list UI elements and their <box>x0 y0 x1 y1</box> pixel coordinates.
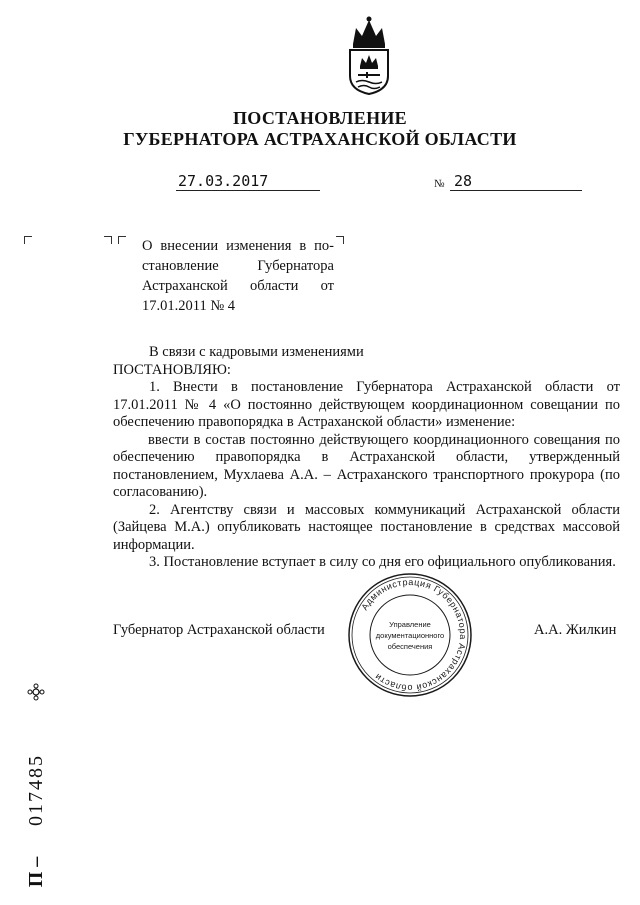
paragraph-1: 1. Внести в постановление Губернатора Астраханской области от 17.01.2011 № 4 «О постоянно действующем координационном совещании по обеспечению правопорядка в Астраханской области» изменение: <box>113 379 620 430</box>
side-serial-code <box>16 680 52 890</box>
issuer-title: ГУБЕРНАТОРА АСТРАХАНСКОЙ ОБЛАСТИ <box>123 129 517 149</box>
document-type-title: ПОСТАНОВЛЕНИЕ <box>233 108 407 128</box>
document-date: 27.03.2017 <box>176 172 320 191</box>
document-number: 28 <box>450 172 582 191</box>
serial-letter: П – <box>25 856 47 888</box>
flower-ornament-icon <box>28 684 44 700</box>
subject-corner-mark-right <box>336 236 344 244</box>
subject-line: становление Губернатора <box>142 258 334 274</box>
document-subject <box>142 236 334 316</box>
signatory-position: Губернатор Астраханской области <box>113 622 325 638</box>
serial-number: 017485 <box>25 754 47 826</box>
preamble: В связи с кадровыми изменениями <box>149 344 364 360</box>
official-stamp <box>346 571 474 699</box>
subject-corner-mark-left-1 <box>104 236 112 244</box>
left-margin-corner-mark <box>24 236 32 244</box>
signatory-name: А.А. Жилкин <box>534 622 617 638</box>
paragraph-1-continuation: ввести в состав постоянно действующего координационного совещания по обеспечению правопорядка в Астраханской области, утвержденный постановлением, Мухлаева А.А. – Астраханского транспортного прокурора (по согласованию). <box>113 431 620 500</box>
stamp-inner-line: обеспечения <box>387 642 433 651</box>
subject-line: Астраханской области от <box>142 278 334 294</box>
coat-of-arms-icon <box>344 14 394 96</box>
document-body <box>113 344 620 572</box>
subject-corner-mark-left-2 <box>118 236 126 244</box>
stamp-outer-text: Администрация Губернатора Астраханской области <box>359 576 469 694</box>
stamp-inner-line: документационного <box>375 631 445 640</box>
paragraph-2: 2. Агентству связи и массовых коммуникаций Астраханской области (Зайцева М.А.) опубликовать настоящее постановление в средствах массовой информации. <box>113 501 620 553</box>
stamp-inner-line: Управление <box>389 620 431 629</box>
subject-line: 17.01.2011 № 4 <box>142 298 236 314</box>
decree-word: ПОСТАНОВЛЯЮ: <box>113 361 231 378</box>
number-sign: № <box>434 178 445 190</box>
paragraph-3: 3. Постановление вступает в силу со дня его официального опубликования. <box>149 554 616 570</box>
subject-line: О внесении изменения в по- <box>142 238 334 254</box>
